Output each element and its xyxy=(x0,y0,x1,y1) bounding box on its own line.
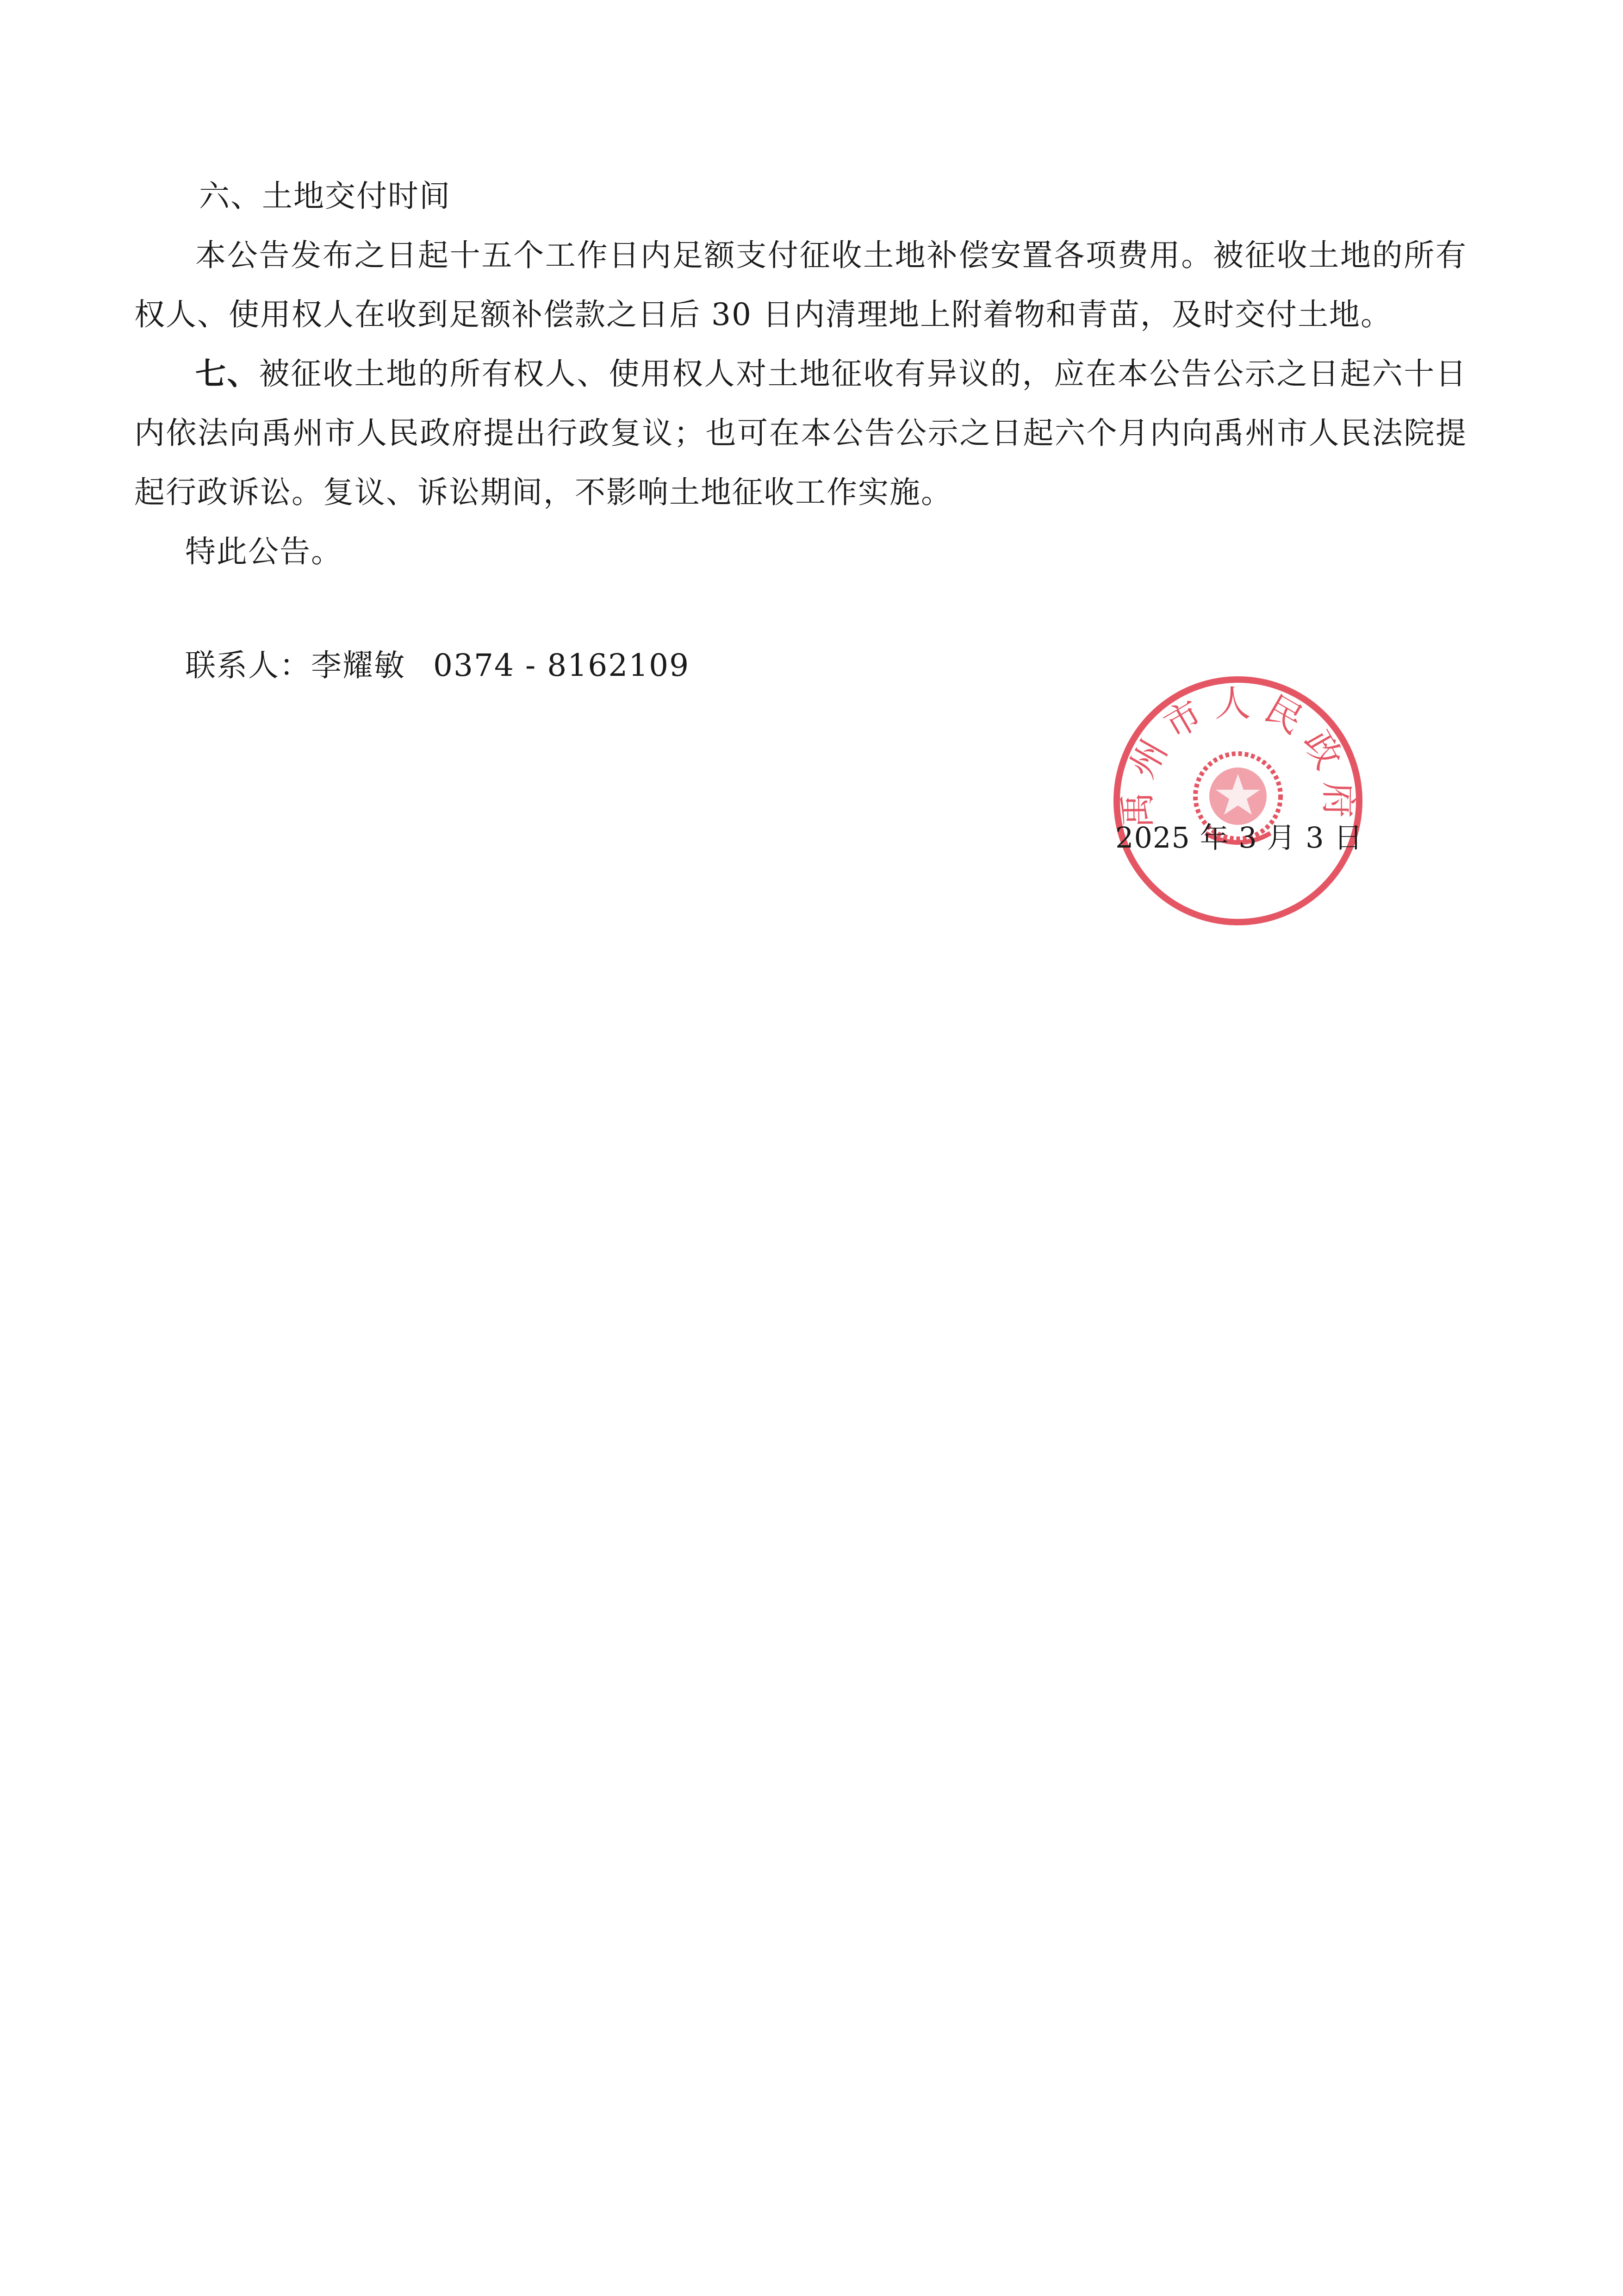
section-6-heading: 六、土地交付时间 xyxy=(199,178,451,214)
seal-text: 禹州市人民政府 xyxy=(1117,683,1359,829)
section-7-paragraph xyxy=(134,344,1467,522)
contact-phone: 0374 - 8162109 xyxy=(433,648,690,683)
official-seal-stamp xyxy=(1108,671,1368,930)
section-7-number: 七、 xyxy=(195,356,259,392)
section-6-paragraph: 本公告发布之日起十五个工作日内足额支付征收土地补偿安置各项费用。被征收土地的所有权人、使用权人在收到足额补偿款之日后 30 日内清理地上附着物和青苗，及时交付土地。 xyxy=(134,237,1467,332)
section-7-text: 被征收土地的所有权人、使用权人对土地征收有异议的，应在本公告公示之日起六十日内依法向禹州市人民政府提出行政复议；也可在本公告公示之日起六个月内向禹州市人民法院提起行政诉讼。复议、诉讼期间，不影响土地征收工作实施。 xyxy=(134,356,1468,510)
contact-person: 联系人：李耀敏 xyxy=(185,648,405,683)
document-body xyxy=(134,167,1467,695)
issue-date: 2025 年 3 月 3 日 xyxy=(1115,821,1363,855)
closing-statement: 特此公告。 xyxy=(185,534,342,569)
